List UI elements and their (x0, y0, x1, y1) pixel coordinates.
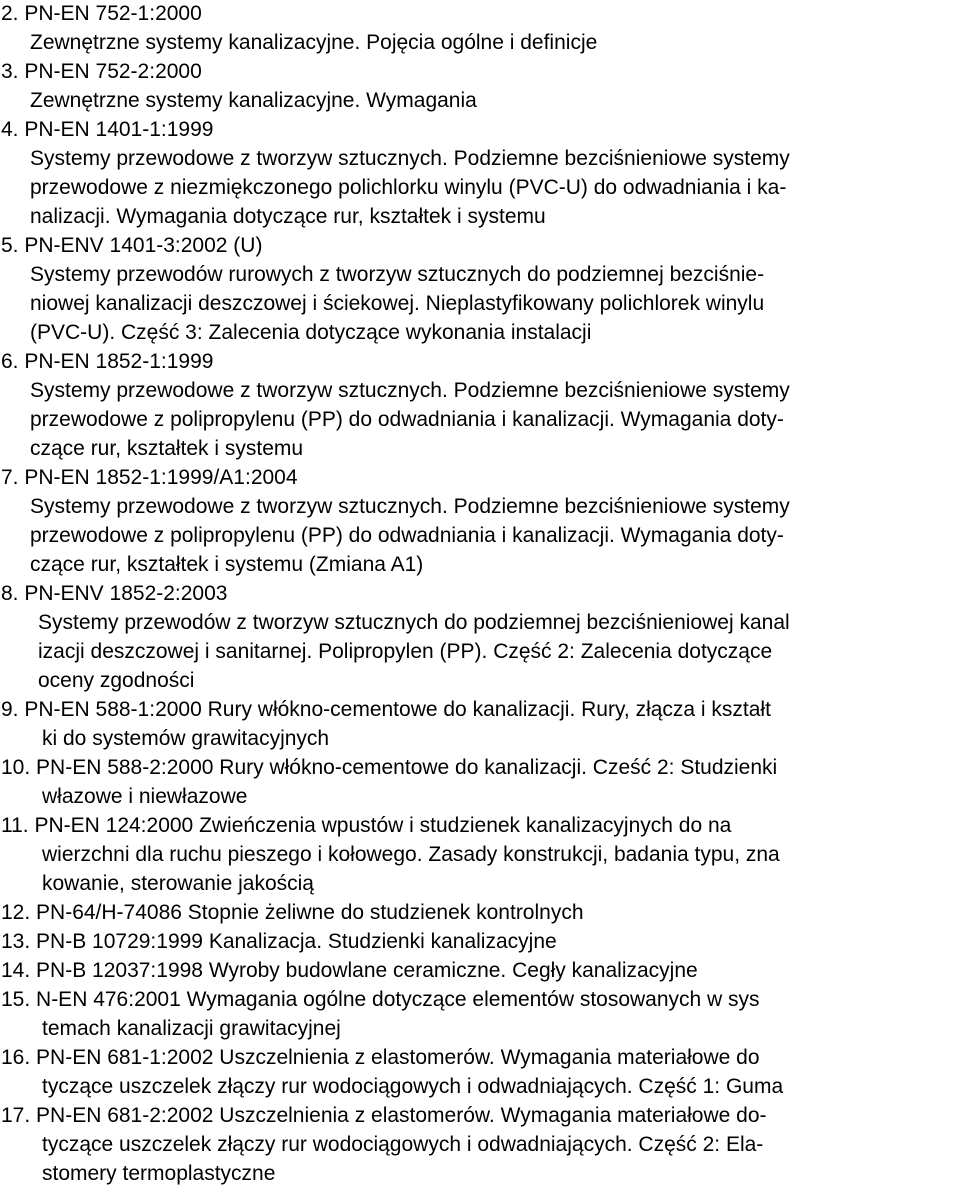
list-item-heading: 2. PN-EN 752-1:2000 (1, 2, 202, 25)
list-item-heading: 15. N-EN 476:2001 Wymagania ogólne dotyczące elementów stosowanych w sys (1, 988, 760, 1011)
list-item-text: Systemy przewodowe z tworzyw sztucznych. Podziemne bezciśnieniowe systemy (30, 379, 790, 402)
list-item-heading: 5. PN-ENV 1401-3:2002 (U) (1, 234, 263, 257)
list-item-heading: 10. PN-EN 588-2:2000 Rury włókno-cementowe do kanalizacji. Cześć 2: Studzienki (1, 756, 778, 779)
list-item-text: tyczące uszczelek złączy rur wodociągowych i odwadniających. Część 2: Ela- (42, 1133, 764, 1156)
list-item-text: (PVC-U). Część 3: Zalecenia dotyczące wykonania instalacji (30, 321, 592, 344)
list-item-heading: 6. PN-EN 1852-1:1999 (1, 350, 214, 373)
list-item-heading: 7. PN-EN 1852-1:1999/A1:2004 (1, 466, 298, 489)
list-item-heading: 8. PN-ENV 1852-2:2003 (1, 582, 228, 605)
list-item-text: Zewnętrzne systemy kanalizacyjne. Wymagania (30, 89, 477, 112)
list-item-text: niowej kanalizacji deszczowej i ściekowej. Nieplastyfikowany polichlorek winylu (30, 292, 765, 315)
list-item-text: kowanie, sterowanie jakością (42, 872, 314, 895)
list-item-heading: 3. PN-EN 752-2:2000 (1, 60, 202, 83)
list-item-text: temach kanalizacji grawitacyjnej (42, 1017, 341, 1040)
list-item-text: oceny zgodności (38, 669, 195, 692)
list-item-heading: 11. PN-EN 124:2000 Zwieńczenia wpustów i studzienek kanalizacyjnych do na (1, 814, 732, 837)
list-item-text: Systemy przewodowe z tworzyw sztucznych. Podziemne bezciśnieniowe systemy (30, 147, 790, 170)
list-item-heading: 17. PN-EN 681-2:2002 Uszczelnienia z elastomerów. Wymagania materiałowe do- (1, 1104, 767, 1127)
list-item-heading: 9. PN-EN 588-1:2000 Rury włókno-cementowe do kanalizacji. Rury, złącza i kształt (1, 698, 771, 721)
list-item-text: przewodowe z polipropylenu (PP) do odwadniania i kanalizacji. Wymagania doty- (30, 524, 784, 547)
list-item-text: Zewnętrzne systemy kanalizacyjne. Pojęcia ogólne i definicje (30, 31, 598, 54)
list-item-text: włazowe i niewłazowe (42, 785, 248, 808)
list-item-heading: 14. PN-B 12037:1998 Wyroby budowlane ceramiczne. Cegły kanalizacyjne (1, 959, 698, 982)
list-item-text: wierzchni dla ruchu pieszego i kołowego. Zasady konstrukcji, badania typu, zna (42, 843, 780, 866)
list-item-text: przewodowe z niezmiękczonego polichlorku winylu (PVC-U) do odwadniania i ka- (30, 176, 787, 199)
list-item-text: przewodowe z polipropylenu (PP) do odwadniania i kanalizacji. Wymagania doty- (30, 408, 784, 431)
list-item-heading: 4. PN-EN 1401-1:1999 (1, 118, 214, 141)
list-item-heading: 16. PN-EN 681-1:2002 Uszczelnienia z elastomerów. Wymagania materiałowe do (1, 1046, 760, 1069)
list-item-text: izacji deszczowej i sanitarnej. Polipropylen (PP). Część 2: Zalecenia dotyczące (38, 640, 773, 663)
list-item-text: stomery termoplastyczne (42, 1162, 276, 1185)
list-item-heading: 12. PN-64/H-74086 Stopnie żeliwne do studzienek kontrolnych (1, 901, 584, 924)
list-item-text: Systemy przewodów rurowych z tworzyw sztucznych do podziemnej bezciśnie- (30, 263, 765, 286)
list-item-text: czące rur, kształtek i systemu (Zmiana A1) (30, 553, 424, 576)
list-item-text: tyczące uszczelek złączy rur wodociągowych i odwadniających. Część 1: Guma (42, 1075, 784, 1098)
list-item-text: ki do systemów grawitacyjnych (42, 727, 330, 750)
list-item-text: nalizacji. Wymagania dotyczące rur, kształtek i systemu (30, 205, 546, 228)
list-item-text: Systemy przewodów z tworzyw sztucznych do podziemnej bezciśnieniowej kanal (38, 611, 790, 634)
list-item-text: czące rur, kształtek i systemu (30, 437, 304, 460)
list-item-heading: 13. PN-B 10729:1999 Kanalizacja. Studzienki kanalizacyjne (1, 930, 557, 953)
list-item-text: Systemy przewodowe z tworzyw sztucznych. Podziemne bezciśnieniowe systemy (30, 495, 790, 518)
